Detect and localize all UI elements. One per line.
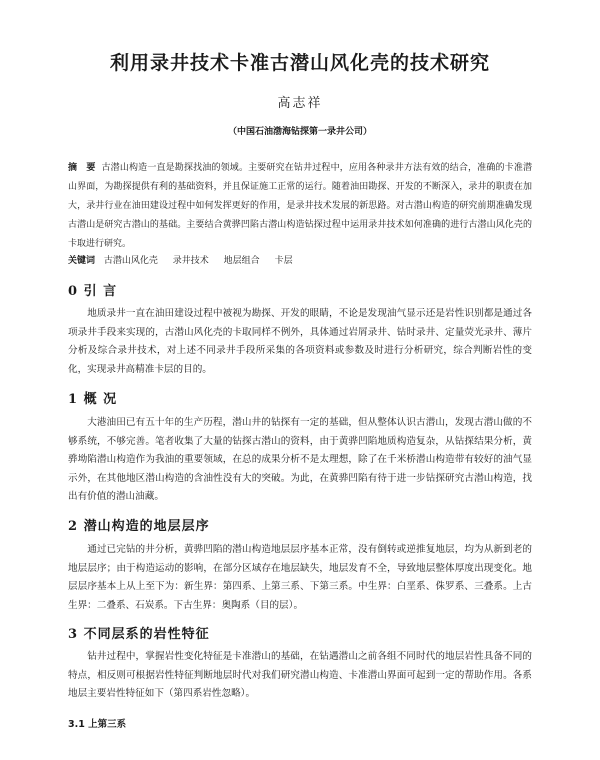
paper-title: 利用录井技术卡准古潜山风化壳的技术研究 — [109, 52, 490, 74]
section-heading: 0 引 言 — [68, 284, 118, 299]
keyword: 古潜山风化壳 — [103, 256, 158, 266]
author-name: 高志祥 — [277, 96, 323, 111]
section-heading: 2 潜山构造的地层层序 — [68, 519, 210, 534]
section-heading: 3 不同层系的岩性特征 — [68, 627, 210, 642]
keyword: 录井技术 — [172, 256, 209, 266]
section-paragraph: 大港油田已有五十年的生产历程，潜山井的钻探有一定的基础，但从整体认识古潜山，发现古潜山做的不够系统，不够完善。笔者收集了大量的钻探古潜山的资料，由于黄骅凹陷地质构造复杂，从钻探结果分析，黄骅坳陷潜山构造作为我油的重要领域，在总的成果分析不是太理想，除了在千米桥潜山构造带有较好的油气显示外，在其他地区潜山构造的含油性没有大的突破。为此，在黄骅凹陷有待于进一步钻探研究古潜山构造，找出有价值的潜山油藏。 — [68, 417, 532, 502]
keywords-label: 关键词 — [68, 256, 96, 266]
keyword: 地层组合 — [223, 256, 260, 266]
section-paragraph: 通过已完钻的井分析，黄骅凹陷的潜山构造地层层序基本正常，没有倒转或逆推复地层，均为从新到老的地层层序；由于构造运动的影响，在部分区域存在地层缺失，地层发育不全，导致地层整体厚度出现变化。地层层序基本上从上至下为：新生界：第四系、上第三系、下第三系。中生界：白垩系、侏罗系、三叠系。上古生界：二叠系、石炭系。下古生界：奥陶系（目的层）。 — [68, 544, 532, 611]
abstract-text: 古潜山构造一直是勘探找油的领域。主要研究在钻井过程中，应用各种录井方法有效的结合，准确的卡准潜山界面，为勘探提供有利的基础资料，并且保证施工正常的运行。随着油田勘探、开发的不断深入，录井的职责在加大，录井行业在油田建设过程中如何发挥更好的作用，是录井技术发展的新思路。对古潜山构造的研究前期准确发现古潜山是研究古潜山的基础。主要结合黄骅凹陷古潜山构造钻探过程中运用录井技术如何准确的进行古潜山风化壳的卡取进行研究。 — [68, 163, 532, 249]
affiliation: （中国石油渤海钻探第一录井公司） — [227, 127, 372, 137]
abstract-label: 摘 要 — [68, 163, 96, 173]
section-paragraph: 地质录井一直在油田建设过程中被视为勘探、开发的眼睛，不论是发现油气显示还是岩性识别都是通过各项录井手段来实现的，古潜山风化壳的卡取同样不例外，具体通过岩屑录井、钻时录井、定量荧光录井、薄片分析及综合录井技术，对上述不同录井手段所采集的各项资料或参数及时进行分析研究，综合判断岩性的变化，实现录井高精准卡层的目的。 — [68, 308, 532, 375]
keyword: 卡层 — [274, 256, 293, 266]
subsection-heading: 3.1 上第三系 — [68, 719, 127, 730]
keywords — [68, 252, 532, 271]
section-heading: 1 概 况 — [68, 392, 118, 407]
section-paragraph: 钻井过程中，掌握岩性变化特征是卡准潜山的基础，在钻遇潜山之前各组不同时代的地层岩性具备不同的特点，相反则可根据岩性特征判断地层时代对我们研究潜山构造、卡准潜山界面可起到一定的帮助作用。各系地层主要岩性特征如下（第四系岩性忽略）。 — [68, 651, 532, 699]
abstract — [68, 159, 532, 254]
